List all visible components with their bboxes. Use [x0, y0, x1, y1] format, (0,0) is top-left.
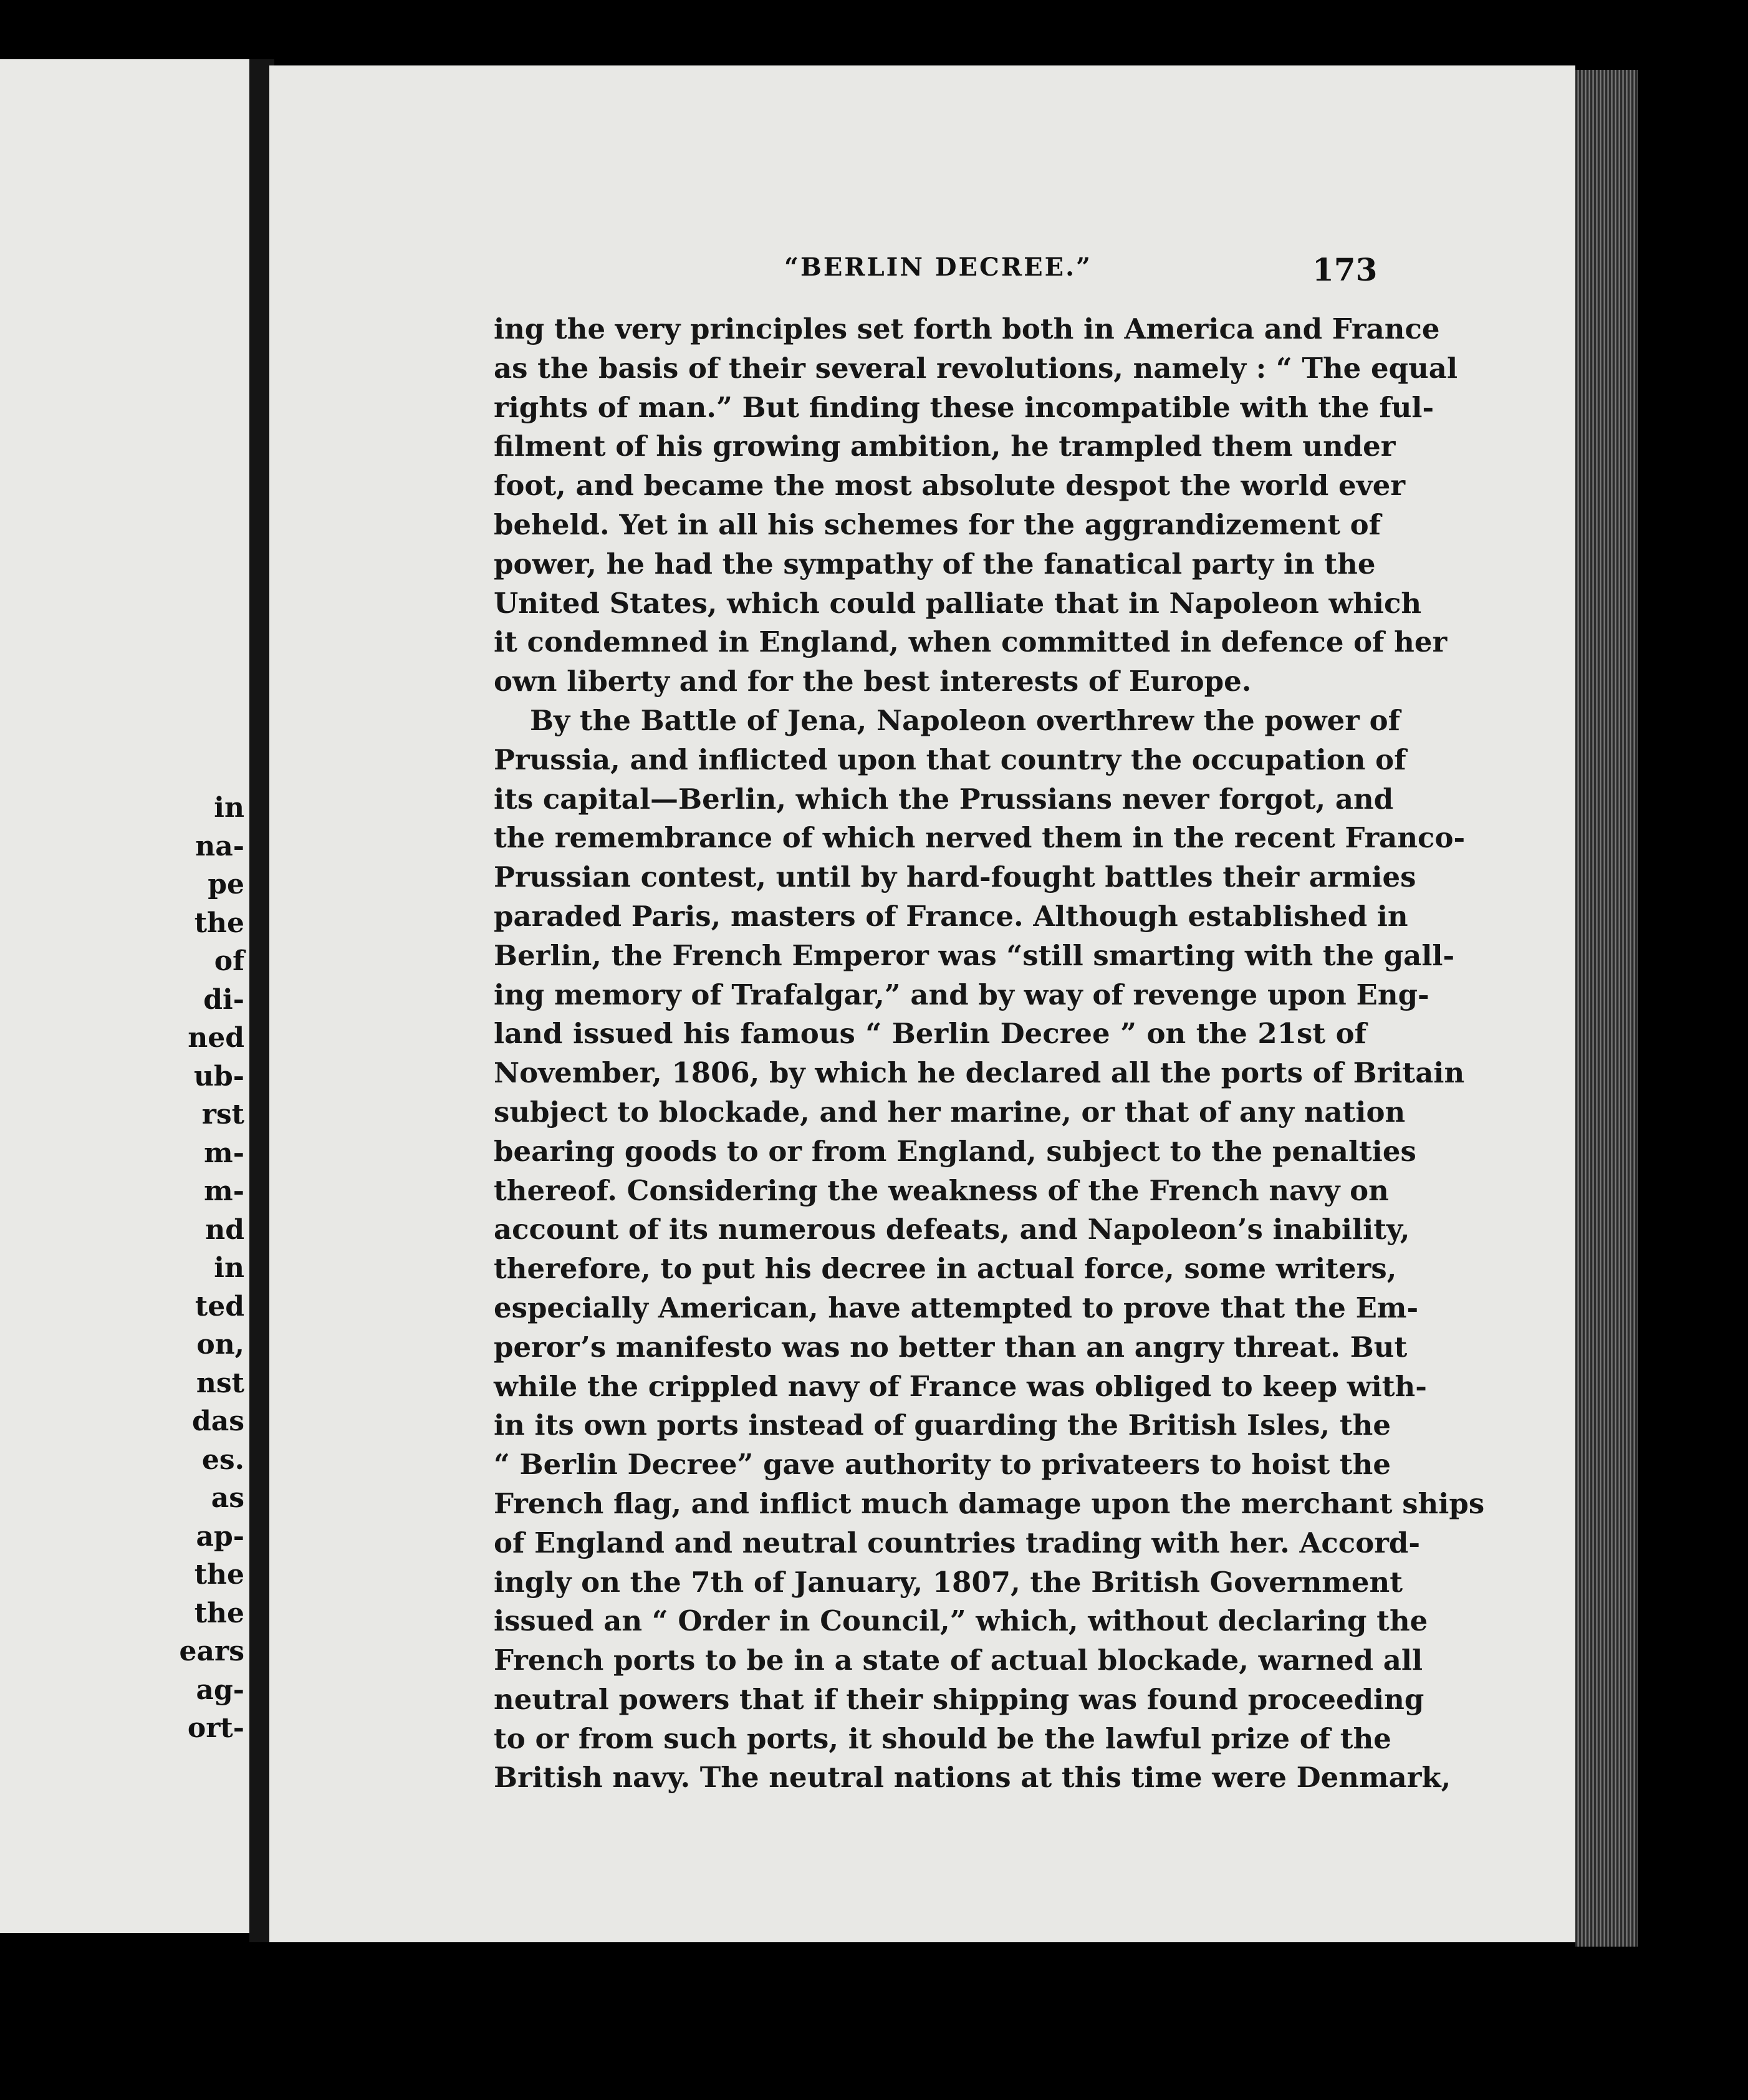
- previous-page-line-fragment: the: [194, 907, 244, 939]
- previous-page-line-fragment: ap-: [196, 1520, 244, 1553]
- previous-page-line-fragment: ag-: [196, 1674, 244, 1706]
- text-line: subject to blockade, and her marine, or that of any nation: [494, 1095, 1406, 1129]
- text-line: United States, which could palliate that in Napoleon which: [494, 586, 1422, 620]
- previous-page-line-fragment: di-: [203, 983, 244, 1016]
- previous-page-line-fragment: nd: [205, 1213, 244, 1246]
- previous-page-line-fragment: rst: [201, 1099, 244, 1130]
- text-line: bearing goods to or from England, subject to the penalties: [494, 1134, 1416, 1168]
- text-line: French flag, and inflict much damage upon the merchant ships: [494, 1486, 1485, 1520]
- previous-page-line-fragment: nst: [196, 1367, 244, 1399]
- previous-page-line-fragment: pe: [208, 869, 244, 900]
- page-edges: [1575, 70, 1638, 1947]
- previous-page-line-fragment: in: [214, 792, 244, 824]
- text-line: “ Berlin Decree” gave authority to privateers to hoist the: [494, 1448, 1391, 1481]
- previous-page-line-fragment: das: [191, 1405, 244, 1437]
- previous-page-line-fragment: the: [194, 1559, 244, 1591]
- text-line: especially American, have attempted to prove that the Em-: [494, 1291, 1419, 1324]
- text-line: land issued his famous “ Berlin Decree ” on the 21st of: [494, 1017, 1366, 1051]
- text-line: account of its numerous defeats, and Napoleon’s inability,: [494, 1213, 1410, 1246]
- previous-page-line-fragment: ort-: [187, 1712, 244, 1744]
- previous-page-text: [0, 789, 244, 1748]
- text-line: rights of man.” But finding these incompatible with the ful-: [494, 390, 1434, 424]
- text-line: it condemned in England, when committed in defence of her: [494, 625, 1448, 659]
- text-line: issued an “ Order in Council,” which, without declaring the: [494, 1604, 1428, 1638]
- text-line: in its own ports instead of guarding the British Isles, the: [494, 1409, 1391, 1442]
- previous-page-line-fragment: in: [214, 1252, 244, 1284]
- running-head: “BERLIN DECREE.”: [784, 253, 1093, 282]
- text-line: peror’s manifesto was no better than an angry threat. But: [494, 1330, 1408, 1364]
- text-line: own liberty and for the best interests of Europe.: [494, 665, 1252, 698]
- text-line: filment of his growing ambition, he trampled them under: [494, 430, 1396, 463]
- text-line: French ports to be in a state of actual blockade, warned all: [494, 1644, 1423, 1677]
- previous-page-line-fragment: na-: [195, 830, 244, 862]
- text-line: to or from such ports, it should be the lawful prize of the: [494, 1722, 1391, 1755]
- text-line: thereof. Considering the weakness of the French navy on: [494, 1173, 1389, 1207]
- previous-page-line-fragment: the: [194, 1597, 244, 1629]
- text-line: beheld. Yet in all his schemes for the aggrandizement of: [494, 508, 1381, 541]
- text-line: Prussia, and inflicted upon that country the occupation of: [494, 743, 1406, 776]
- text-line: power, he had the sympathy of the fanatical party in the: [494, 547, 1376, 580]
- page-number: 173: [1312, 251, 1378, 288]
- previous-page-line-fragment: m-: [204, 1137, 244, 1169]
- text-line: the remembrance of which nerved them in the recent Franco-: [494, 821, 1466, 855]
- text-line: Prussian contest, until by hard-fought battles their armies: [494, 860, 1416, 894]
- text-line: Berlin, the French Emperor was “still smarting with the gall-: [494, 938, 1455, 972]
- text-line: its capital—Berlin, which the Prussians never forgot, and: [494, 782, 1394, 816]
- previous-page-line-fragment: of: [214, 945, 244, 977]
- text-line: as the basis of their several revolutions, namely : “ The equal: [494, 351, 1458, 385]
- text-line: ingly on the 7th of January, 1807, the British Government: [494, 1565, 1403, 1599]
- previous-page-line-fragment: ned: [188, 1022, 244, 1054]
- previous-page-line-fragment: as: [211, 1482, 244, 1514]
- body-text: [494, 310, 1485, 1798]
- previous-page-line-fragment: ted: [194, 1290, 244, 1322]
- previous-page-line-fragment: m-: [204, 1175, 244, 1207]
- text-line: ing the very principles set forth both in America and France: [494, 312, 1440, 345]
- previous-page-line-fragment: ub-: [193, 1060, 244, 1092]
- text-line: foot, and became the most absolute despot the world ever: [494, 469, 1406, 503]
- text-line: November, 1806, by which he declared all the ports of Britain: [494, 1056, 1465, 1090]
- previous-page-line-fragment: es.: [201, 1443, 244, 1476]
- text-line: By the Battle of Jena, Napoleon overthrew the power of: [530, 703, 1401, 737]
- text-line: British navy. The neutral nations at this time were Denmark,: [494, 1761, 1451, 1794]
- text-line: paraded Paris, masters of France. Although established in: [494, 899, 1408, 933]
- text-line: ing memory of Trafalgar,” and by way of revenge upon Eng-: [494, 978, 1429, 1011]
- previous-page-line-fragment: ears: [179, 1635, 244, 1667]
- text-line: of England and neutral countries trading with her. Accord-: [494, 1526, 1421, 1559]
- text-line: therefore, to put his decree in actual force, some writers,: [494, 1252, 1397, 1286]
- text-line: neutral powers that if their shipping was found proceeding: [494, 1682, 1424, 1716]
- text-line: while the crippled navy of France was obliged to keep with-: [494, 1369, 1427, 1403]
- previous-page-line-fragment: on,: [196, 1329, 244, 1361]
